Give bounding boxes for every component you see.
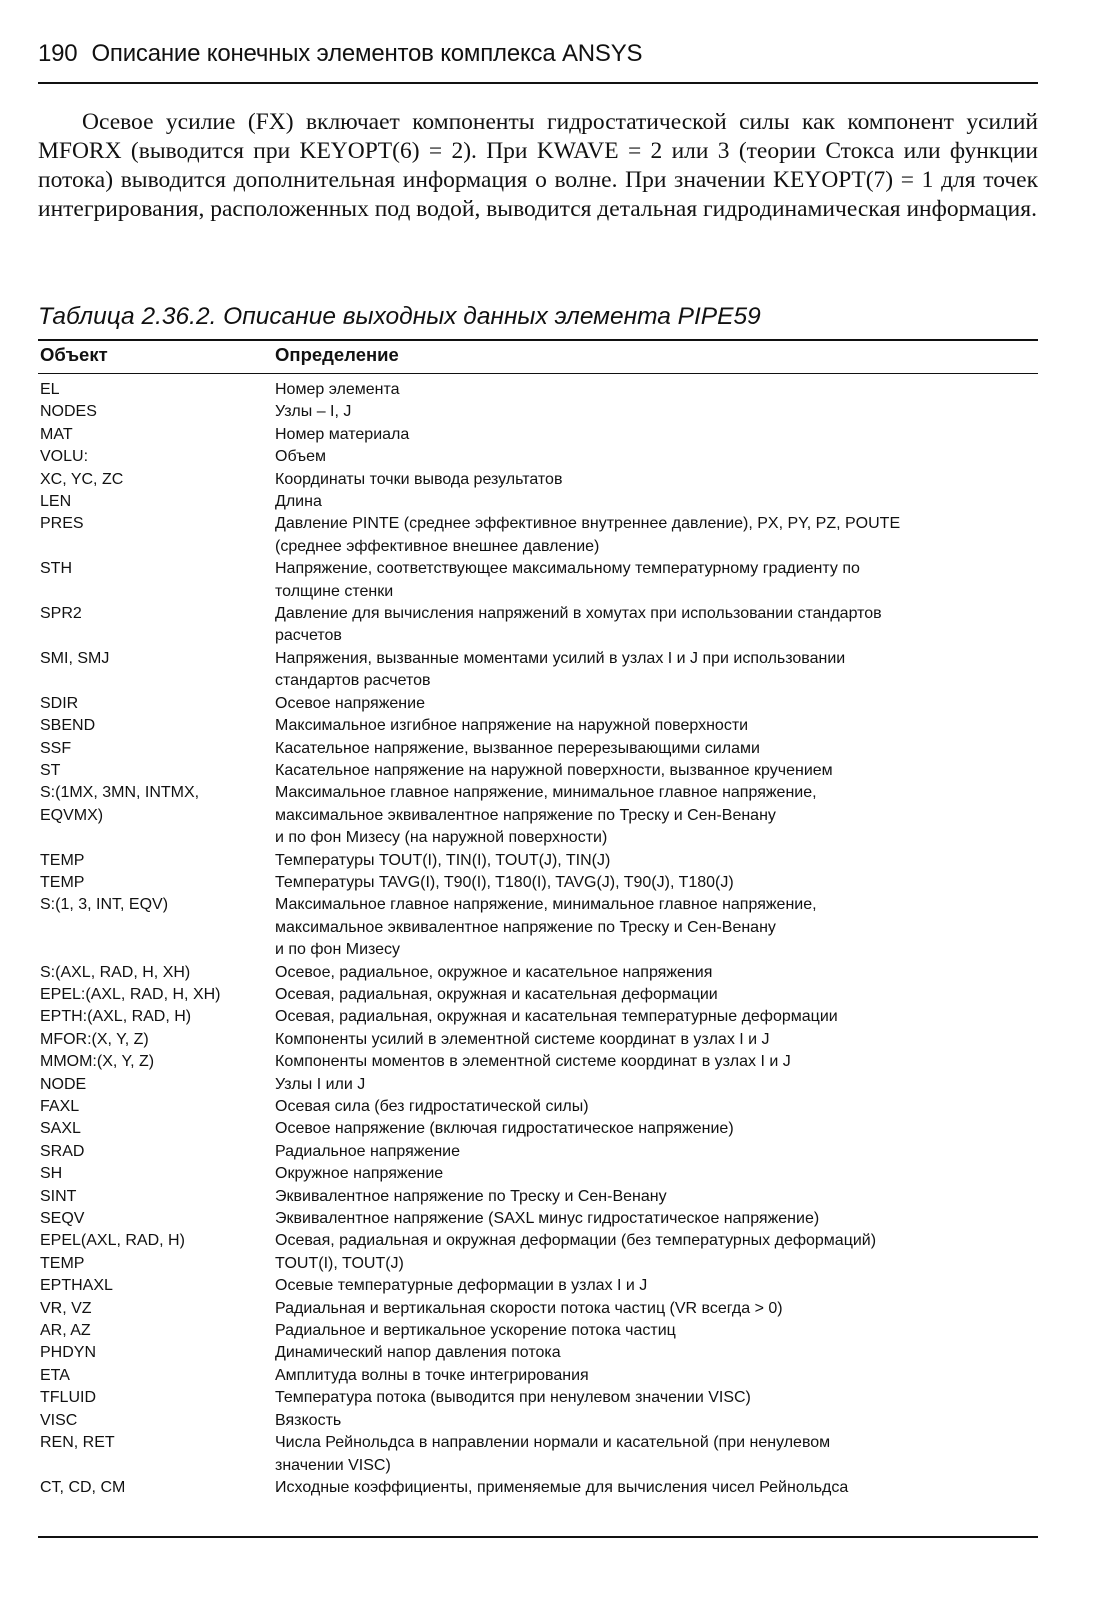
row-object: SH [40,1165,63,1183]
table-row [40,693,1038,715]
table-row [40,1118,1038,1140]
row-definition: Компоненты усилий в элементной системе координат в узлах I и J [275,1030,770,1048]
row-object: SINT [40,1187,77,1205]
row-definition: Динамический напор давления потока [275,1344,561,1362]
row-definition: Осевая, радиальная, окружная и касательная деформации [275,985,718,1003]
row-object: ST [40,761,61,779]
row-object: LEN [40,493,72,511]
table-row [40,1141,1038,1163]
table-row [40,1096,1038,1118]
row-definition: Максимальное главное напряжение, минимальное главное напряжение, максимальное эквивалентное напряжение по Треску и Сен-Венану и по фон Мизесу [275,896,817,959]
row-object: SDIR [40,694,79,712]
table-row [40,379,1038,401]
row-object: EPTHAXL [40,1277,113,1295]
row-definition: Касательное напряжение на наружной поверхности, вызванное кручением [275,761,833,779]
row-object: EL [40,381,60,398]
row-definition: Номер элемента [275,381,400,398]
row-object: SEQV [40,1210,85,1228]
table-row [40,491,1038,513]
row-object: FAXL [40,1098,80,1115]
row-object: SMI, SMJ [40,649,110,667]
row-definition: Узлы I или J [275,1075,366,1093]
table-row [40,648,1038,693]
table-row [40,1163,1038,1185]
table-row [40,1342,1038,1364]
table-row [40,1410,1038,1432]
table-body [40,379,1038,1499]
row-object: VISC [40,1411,78,1429]
row-object: MFOR:(X, Y, Z) [40,1030,149,1048]
row-definition: Давление для вычисления напряжений в хомутах при использовании стандартов расчетов [275,605,882,645]
table-row [40,1230,1038,1252]
row-definition: Длина [275,493,322,511]
row-definition: Радиальная и вертикальная скорости потока частиц (VR всегда > 0) [275,1299,783,1317]
row-object: VOLU: [40,448,89,466]
row-definition: Эквивалентное напряжение (SAXL минус гидростатическое напряжение) [275,1210,820,1228]
row-object: SSF [40,739,72,757]
table-bottom-rule [38,1536,1038,1538]
column-header-definition: Определение [275,344,399,365]
row-object: VR, VZ [40,1299,92,1317]
table-row [40,603,1038,648]
row-definition: Радиальное и вертикальное ускорение потока частиц [275,1322,676,1340]
table-header-rule [38,373,1038,374]
column-header-object: Объект [40,344,108,365]
row-object: S:(AXL, RAD, H, XH) [40,963,191,981]
row-definition: Осевое, радиальное, окружное и касательное напряжения [275,963,713,981]
row-definition: Напряжение, соответствующее максимальному температурному градиенту по толщине стенки [275,560,860,600]
row-definition: Компоненты моментов в элементной системе координат в узлах I и J [275,1053,791,1071]
row-definition: Координаты точки вывода результатов [275,470,563,488]
table-row [40,1208,1038,1230]
row-object: TEMP [40,1254,85,1272]
table-row [40,558,1038,603]
row-definition: Номер материала [275,425,410,443]
table-row [40,1365,1038,1387]
table-row [40,872,1038,894]
row-object: SBEND [40,717,96,735]
row-object: XC, YC, ZC [40,470,124,488]
table-row [40,1432,1038,1477]
table-row [40,1253,1038,1275]
row-object: MMOM:(X, Y, Z) [40,1053,155,1071]
table-header [40,344,1038,370]
row-definition: Температура потока (выводится при ненулевом значении VISC) [275,1389,751,1407]
row-object: SPR2 [40,605,82,623]
row-object: EPEL(AXL, RAD, H) [40,1232,185,1250]
table-row [40,894,1038,961]
running-header [38,40,1038,68]
row-object: SAXL [40,1120,81,1138]
intro-paragraph: Осевое усилие (FX) включает компоненты гидростатической силы как компонент усилий MFORX (выводится при KEYOPT(6) = 2). При KWAVE = 2 или 3 (теории Стокса или функции потока) выводится дополнительная информация о волне. При значении KEYOPT(7) = 1 для точек интегрирования, расположенных под водой, выводится детальная гидродинамическая информация. [38,109,1038,222]
header-rule [38,82,1038,84]
row-definition: Числа Рейнольдса в направлении нормали и касательной (при ненулевом значении VISC) [275,1434,831,1474]
table-row [40,446,1038,468]
row-definition: Касательное напряжение, вызванное перерезывающими силами [275,739,760,757]
table-row [40,1387,1038,1409]
page-number: 190 [38,40,78,67]
running-title: Описание конечных элементов комплекса ANSYS [91,40,643,67]
row-object: SRAD [40,1142,85,1160]
row-definition: Напряжения, вызванные моментами усилий в узлах I и J при использовании стандартов расчетов [275,649,846,690]
table-row [40,1186,1038,1208]
row-definition: Эквивалентное напряжение по Треску и Сен-Венану [275,1187,667,1205]
row-definition: Максимальное изгибное напряжение на наружной поверхности [275,717,749,735]
table-title: Таблица 2.36.2. Описание выходных данных элемента PIPE59 [38,303,761,330]
table-row [40,1029,1038,1051]
row-definition: Объем [275,448,326,466]
row-object: MAT [40,425,73,443]
row-definition: Радиальное напряжение [275,1142,461,1160]
table-row [40,1006,1038,1028]
row-definition: Амплитуда волны в точке интегрирования [275,1366,589,1384]
row-definition: Узлы – I, J [275,403,352,421]
table-row [40,782,1038,849]
row-object: NODES [40,403,97,421]
row-object: EPTH:(AXL, RAD, H) [40,1008,192,1026]
row-definition: TOUT(I), TOUT(J) [275,1254,404,1272]
table-row [40,1275,1038,1297]
row-object: PRES [40,515,84,533]
row-definition: Давление PINTE (среднее эффективное внутреннее давление), PX, PY, PZ, POUTE (среднее эффективное внешнее давление) [275,515,901,555]
table-row [40,1477,1038,1499]
table-row [40,424,1038,446]
table-row [40,401,1038,423]
table-row [40,1320,1038,1342]
table-row [40,984,1038,1006]
row-definition: Осевая, радиальная и окружная деформации (без температурных деформаций) [275,1232,877,1250]
row-definition: Осевое напряжение (включая гидростатическое напряжение) [275,1120,734,1138]
row-object: S:(1MX, 3MN, INTMX, EQVMX) [40,784,200,824]
table-row [40,469,1038,491]
row-object: AR, AZ [40,1322,91,1340]
row-object: TEMP [40,873,85,891]
row-object: NODE [40,1075,87,1093]
row-definition: Температуры TOUT(I), TIN(I), TOUT(J), TIN(J) [275,851,611,869]
row-definition: Исходные коэффициенты, применяемые для вычисления чисел Рейнольдса [275,1478,849,1496]
table-row [40,738,1038,760]
table-row [40,760,1038,782]
table-row [40,1298,1038,1320]
row-object: REN, RET [40,1434,115,1452]
row-object: S:(1, 3, INT, EQV) [40,896,169,914]
row-definition: Максимальное главное напряжение, минимальное главное напряжение, максимальное эквивалентное напряжение по Треску и Сен-Венану и по фон Мизесу (на наружной поверхности) [275,784,817,847]
table-top-rule [38,339,1038,341]
row-object: TEMP [40,851,85,869]
row-object: EPEL:(AXL, RAD, H, XH) [40,985,221,1003]
table-row [40,715,1038,737]
row-object: STH [40,560,72,578]
table-row [40,513,1038,558]
row-definition: Осевое напряжение [275,694,425,712]
row-definition: Осевая сила (без гидростатической силы) [275,1098,589,1115]
row-object: TFLUID [40,1389,96,1407]
table-row [40,1074,1038,1096]
row-definition: Окружное напряжение [275,1165,444,1183]
row-definition: Осевые температурные деформации в узлах I и J [275,1277,648,1295]
table-row [40,1051,1038,1073]
row-object: CT, CD, CM [40,1478,126,1496]
row-definition: Температуры TAVG(I), T90(I), T180(I), TAVG(J), T90(J), T180(J) [275,873,734,891]
table-row [40,962,1038,984]
row-definition: Осевая, радиальная, окружная и касательная температурные деформации [275,1008,838,1026]
row-definition: Вязкость [275,1411,342,1429]
table-row [40,850,1038,872]
row-object: ETA [40,1366,70,1384]
row-object: PHDYN [40,1344,97,1362]
